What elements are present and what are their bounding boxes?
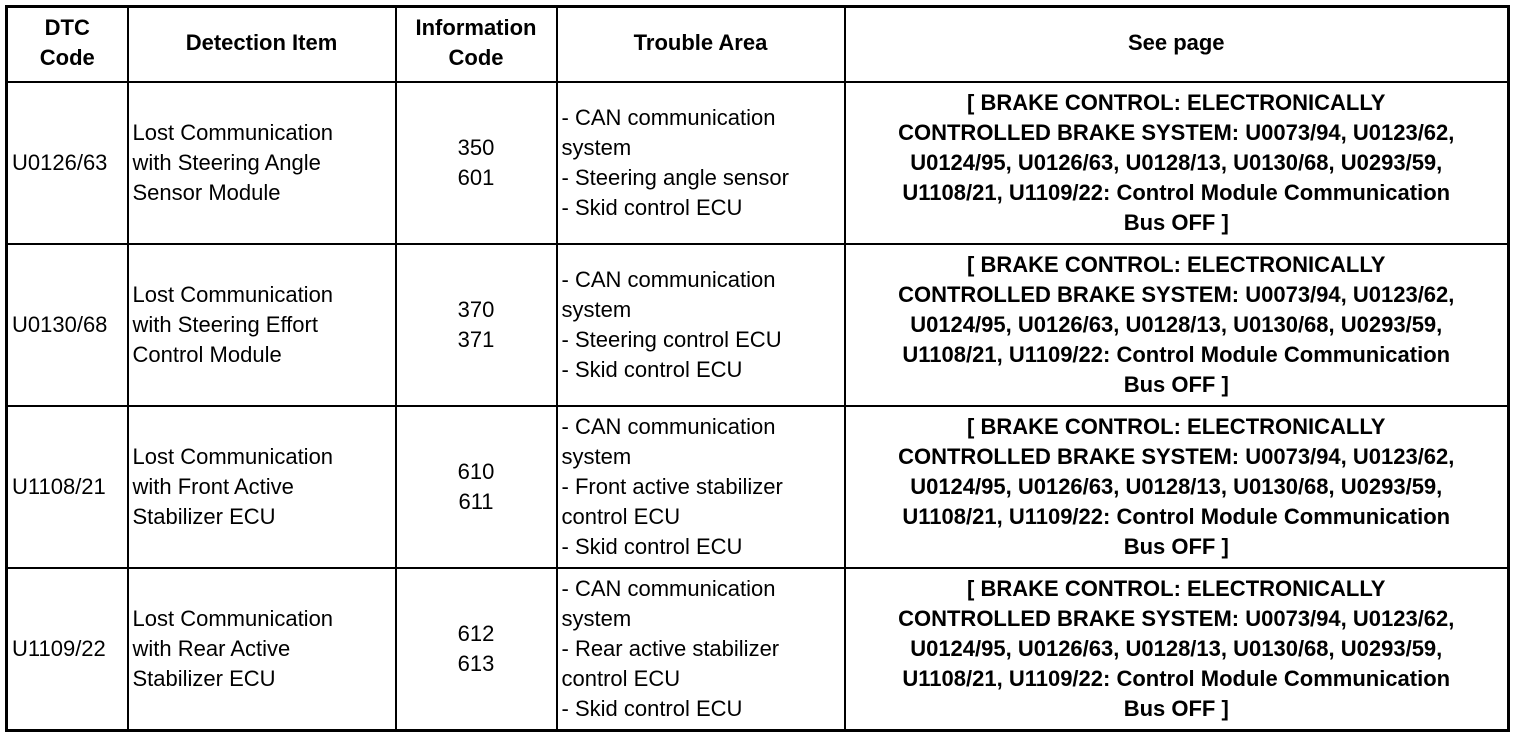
information-code-cell — [396, 406, 557, 568]
trouble-area-line: system — [561, 605, 632, 631]
see-page-line: [ BRAKE CONTROL: ELECTRONICALLY — [967, 252, 1386, 277]
header-detection-item: Detection Item — [128, 7, 396, 83]
trouble-area-line: system — [561, 297, 632, 322]
information-code-value: 371 — [457, 327, 495, 352]
trouble-area-line: - Skid control ECU — [561, 357, 743, 382]
see-page-line: CONTROLLED BRAKE SYSTEM: U0073/94, U0123/62, — [898, 120, 1455, 145]
see-page-line: U1108/21, U1109/22: Control Module Communication — [902, 342, 1451, 367]
table-row — [7, 568, 1509, 730]
header-dtc-code-line: DTC — [44, 15, 90, 40]
trouble-area-line: - Steering angle sensor — [561, 165, 789, 190]
see-page-line: U0124/95, U0126/63, U0128/13, U0130/68, U0293/59, — [910, 150, 1443, 175]
trouble-area-line: - CAN communication — [561, 414, 776, 439]
trouble-area-line: - CAN communication — [561, 105, 776, 130]
see-page-line: [ BRAKE CONTROL: ELECTRONICALLY — [967, 575, 1386, 601]
detection-item-line: Sensor Module — [132, 180, 281, 205]
detection-item-cell — [128, 568, 396, 730]
trouble-area-line: system — [561, 444, 632, 469]
trouble-area-line: control ECU — [561, 504, 681, 529]
dtc-code-cell: U0126/63 — [7, 82, 128, 244]
detection-item-cell — [128, 244, 396, 406]
trouble-area-cell — [557, 82, 845, 244]
trouble-area-cell — [557, 406, 845, 568]
information-code-value: 613 — [457, 650, 495, 676]
information-code-cell — [396, 568, 557, 730]
detection-item-line: Stabilizer ECU — [132, 504, 276, 529]
information-code-cell — [396, 82, 557, 244]
information-code-value: 350 — [457, 135, 495, 160]
detection-item-line: Stabilizer ECU — [132, 665, 276, 691]
trouble-area-line: system — [561, 135, 632, 160]
detection-item-cell — [128, 82, 396, 244]
dtc-table — [5, 5, 1510, 732]
see-page-line: U0124/95, U0126/63, U0128/13, U0130/68, U0293/59, — [910, 312, 1443, 337]
table-row — [7, 82, 1509, 244]
header-see-page: See page — [845, 7, 1509, 83]
dtc-code-cell: U1109/22 — [7, 568, 128, 730]
see-page-line: U0124/95, U0126/63, U0128/13, U0130/68, U0293/59, — [910, 474, 1443, 499]
detection-item-line: Lost Communication — [132, 444, 334, 469]
information-code-value: 601 — [457, 165, 495, 190]
detection-item-line: Control Module — [132, 342, 282, 367]
see-page-line: Bus OFF ] — [1123, 534, 1229, 559]
see-page-line: [ BRAKE CONTROL: ELECTRONICALLY — [967, 90, 1386, 115]
detection-item-line: with Steering Angle — [132, 150, 321, 175]
header-information-code-line: Information — [415, 15, 537, 40]
dtc-code-cell: U0130/68 — [7, 244, 128, 406]
trouble-area-line: - Rear active stabilizer — [561, 635, 780, 661]
header-information-code-line: Code — [448, 45, 504, 70]
header-dtc-code — [7, 7, 128, 83]
trouble-area-line: - Skid control ECU — [561, 695, 743, 721]
header-row — [7, 7, 1509, 83]
header-trouble-area: Trouble Area — [557, 7, 845, 83]
detection-item-line: with Steering Effort — [132, 312, 318, 337]
information-code-value: 370 — [457, 297, 495, 322]
detection-item-line: Lost Communication — [132, 605, 334, 631]
trouble-area-line: - Steering control ECU — [561, 327, 782, 352]
see-page-cell — [845, 406, 1509, 568]
see-page-line: U1108/21, U1109/22: Control Module Communication — [902, 665, 1451, 691]
information-code-value: 610 — [457, 459, 495, 484]
detection-item-line: Lost Communication — [132, 282, 334, 307]
header-information-code — [396, 7, 557, 83]
detection-item-line: with Rear Active — [132, 635, 291, 661]
see-page-cell — [845, 82, 1509, 244]
trouble-area-line: - CAN communication — [561, 575, 776, 601]
see-page-line: U1108/21, U1109/22: Control Module Communication — [902, 180, 1451, 205]
see-page-line: [ BRAKE CONTROL: ELECTRONICALLY — [967, 414, 1386, 439]
information-code-cell — [396, 244, 557, 406]
see-page-line: Bus OFF ] — [1123, 210, 1229, 235]
trouble-area-line: - Skid control ECU — [561, 195, 743, 220]
trouble-area-line: control ECU — [561, 665, 681, 691]
header-dtc-code-line: Code — [39, 45, 95, 70]
see-page-line: Bus OFF ] — [1123, 695, 1229, 721]
see-page-cell — [845, 244, 1509, 406]
see-page-line: U1108/21, U1109/22: Control Module Communication — [902, 504, 1451, 529]
trouble-area-line: - CAN communication — [561, 267, 776, 292]
see-page-line: CONTROLLED BRAKE SYSTEM: U0073/94, U0123/62, — [898, 282, 1455, 307]
table-row — [7, 244, 1509, 406]
see-page-line: Bus OFF ] — [1123, 372, 1229, 397]
see-page-line: U0124/95, U0126/63, U0128/13, U0130/68, U0293/59, — [910, 635, 1443, 661]
see-page-line: CONTROLLED BRAKE SYSTEM: U0073/94, U0123/62, — [898, 605, 1455, 631]
dtc-code-cell: U1108/21 — [7, 406, 128, 568]
dtc-table-body — [7, 82, 1509, 730]
table-row — [7, 406, 1509, 568]
information-code-value: 612 — [457, 620, 495, 646]
detection-item-line: Lost Communication — [132, 120, 334, 145]
dtc-table-container — [5, 5, 1510, 732]
detection-item-line: with Front Active — [132, 474, 294, 499]
information-code-value: 611 — [458, 489, 494, 514]
trouble-area-cell — [557, 244, 845, 406]
see-page-line: CONTROLLED BRAKE SYSTEM: U0073/94, U0123/62, — [898, 444, 1455, 469]
see-page-cell — [845, 568, 1509, 730]
detection-item-cell — [128, 406, 396, 568]
trouble-area-line: - Skid control ECU — [561, 534, 743, 559]
trouble-area-cell — [557, 568, 845, 730]
trouble-area-line: - Front active stabilizer — [561, 474, 783, 499]
